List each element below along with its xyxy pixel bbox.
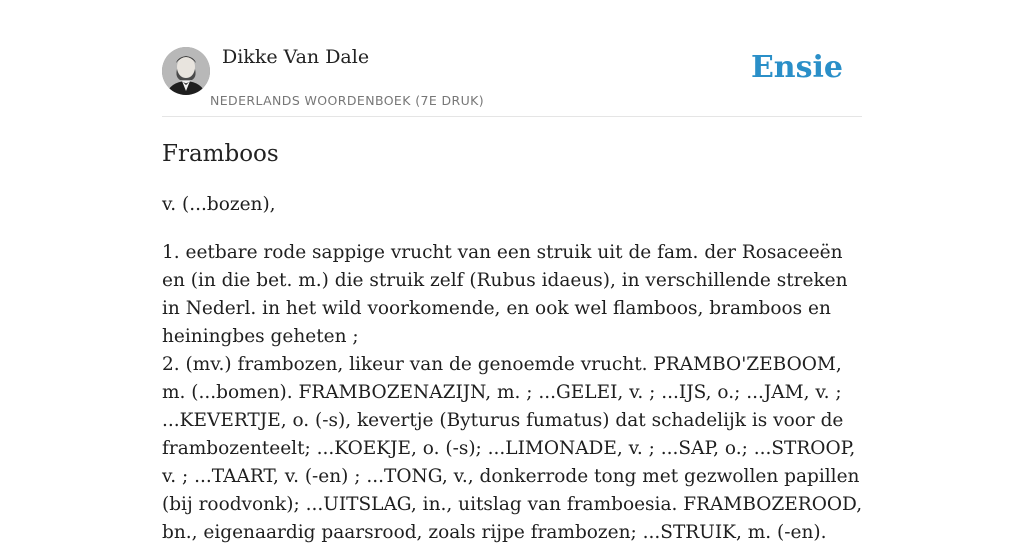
entry-grammar: v. (...bozen), xyxy=(162,194,276,215)
entry-title: Framboos xyxy=(162,141,279,167)
entry-definition xyxy=(162,239,864,547)
header xyxy=(162,0,862,117)
avatar[interactable] xyxy=(162,47,210,95)
definition-sense-1: 1. eetbare rode sappige vrucht van een struik uit de fam. der Rosaceeën en (in die bet. m.) die struik zelf (Rubus idaeus), in verschillende streken in Nederl. in het wild voorkomende, en ook wel flamboos, bramboos en heiningbes geheten ; xyxy=(162,242,848,347)
author-portrait-icon xyxy=(162,47,210,95)
page xyxy=(162,0,863,543)
dictionary-source[interactable]: NEDERLANDS WOORDENBOEK (7E DRUK) xyxy=(210,93,485,108)
definition-sense-2: 2. (mv.) frambozen, likeur van de genoemde vrucht. PRAMBO'ZEBOOM, m. (...bomen). FRAMBOZENAZIJN, m. ; ...GELEI, v. ; ...IJS, o.; ...JAM, v. ; ...KEVERTJE, o. (-s), kevertje (Byturus fumatus) dat schadelijk is voor de frambozenteelt; ...KOEKJE, o. (-s); ...LIMONADE, v. ; ...SAP, o.; ...STROOP, v. ; ...TAART, v. (-en) ; ...TONG, v., donkerrode tong met gezwollen papillen (bij roodvonk); ...UITSLAG, in., uitslag van framboesia. FRAMBOZEROOD, bn., eigenaardig paarsrood, zoals rijpe frambozen; ...STRUIK, m. (-en). xyxy=(162,354,863,543)
brand-logo[interactable]: Ensie xyxy=(750,50,843,85)
author-name[interactable]: Dikke Van Dale xyxy=(222,46,370,68)
